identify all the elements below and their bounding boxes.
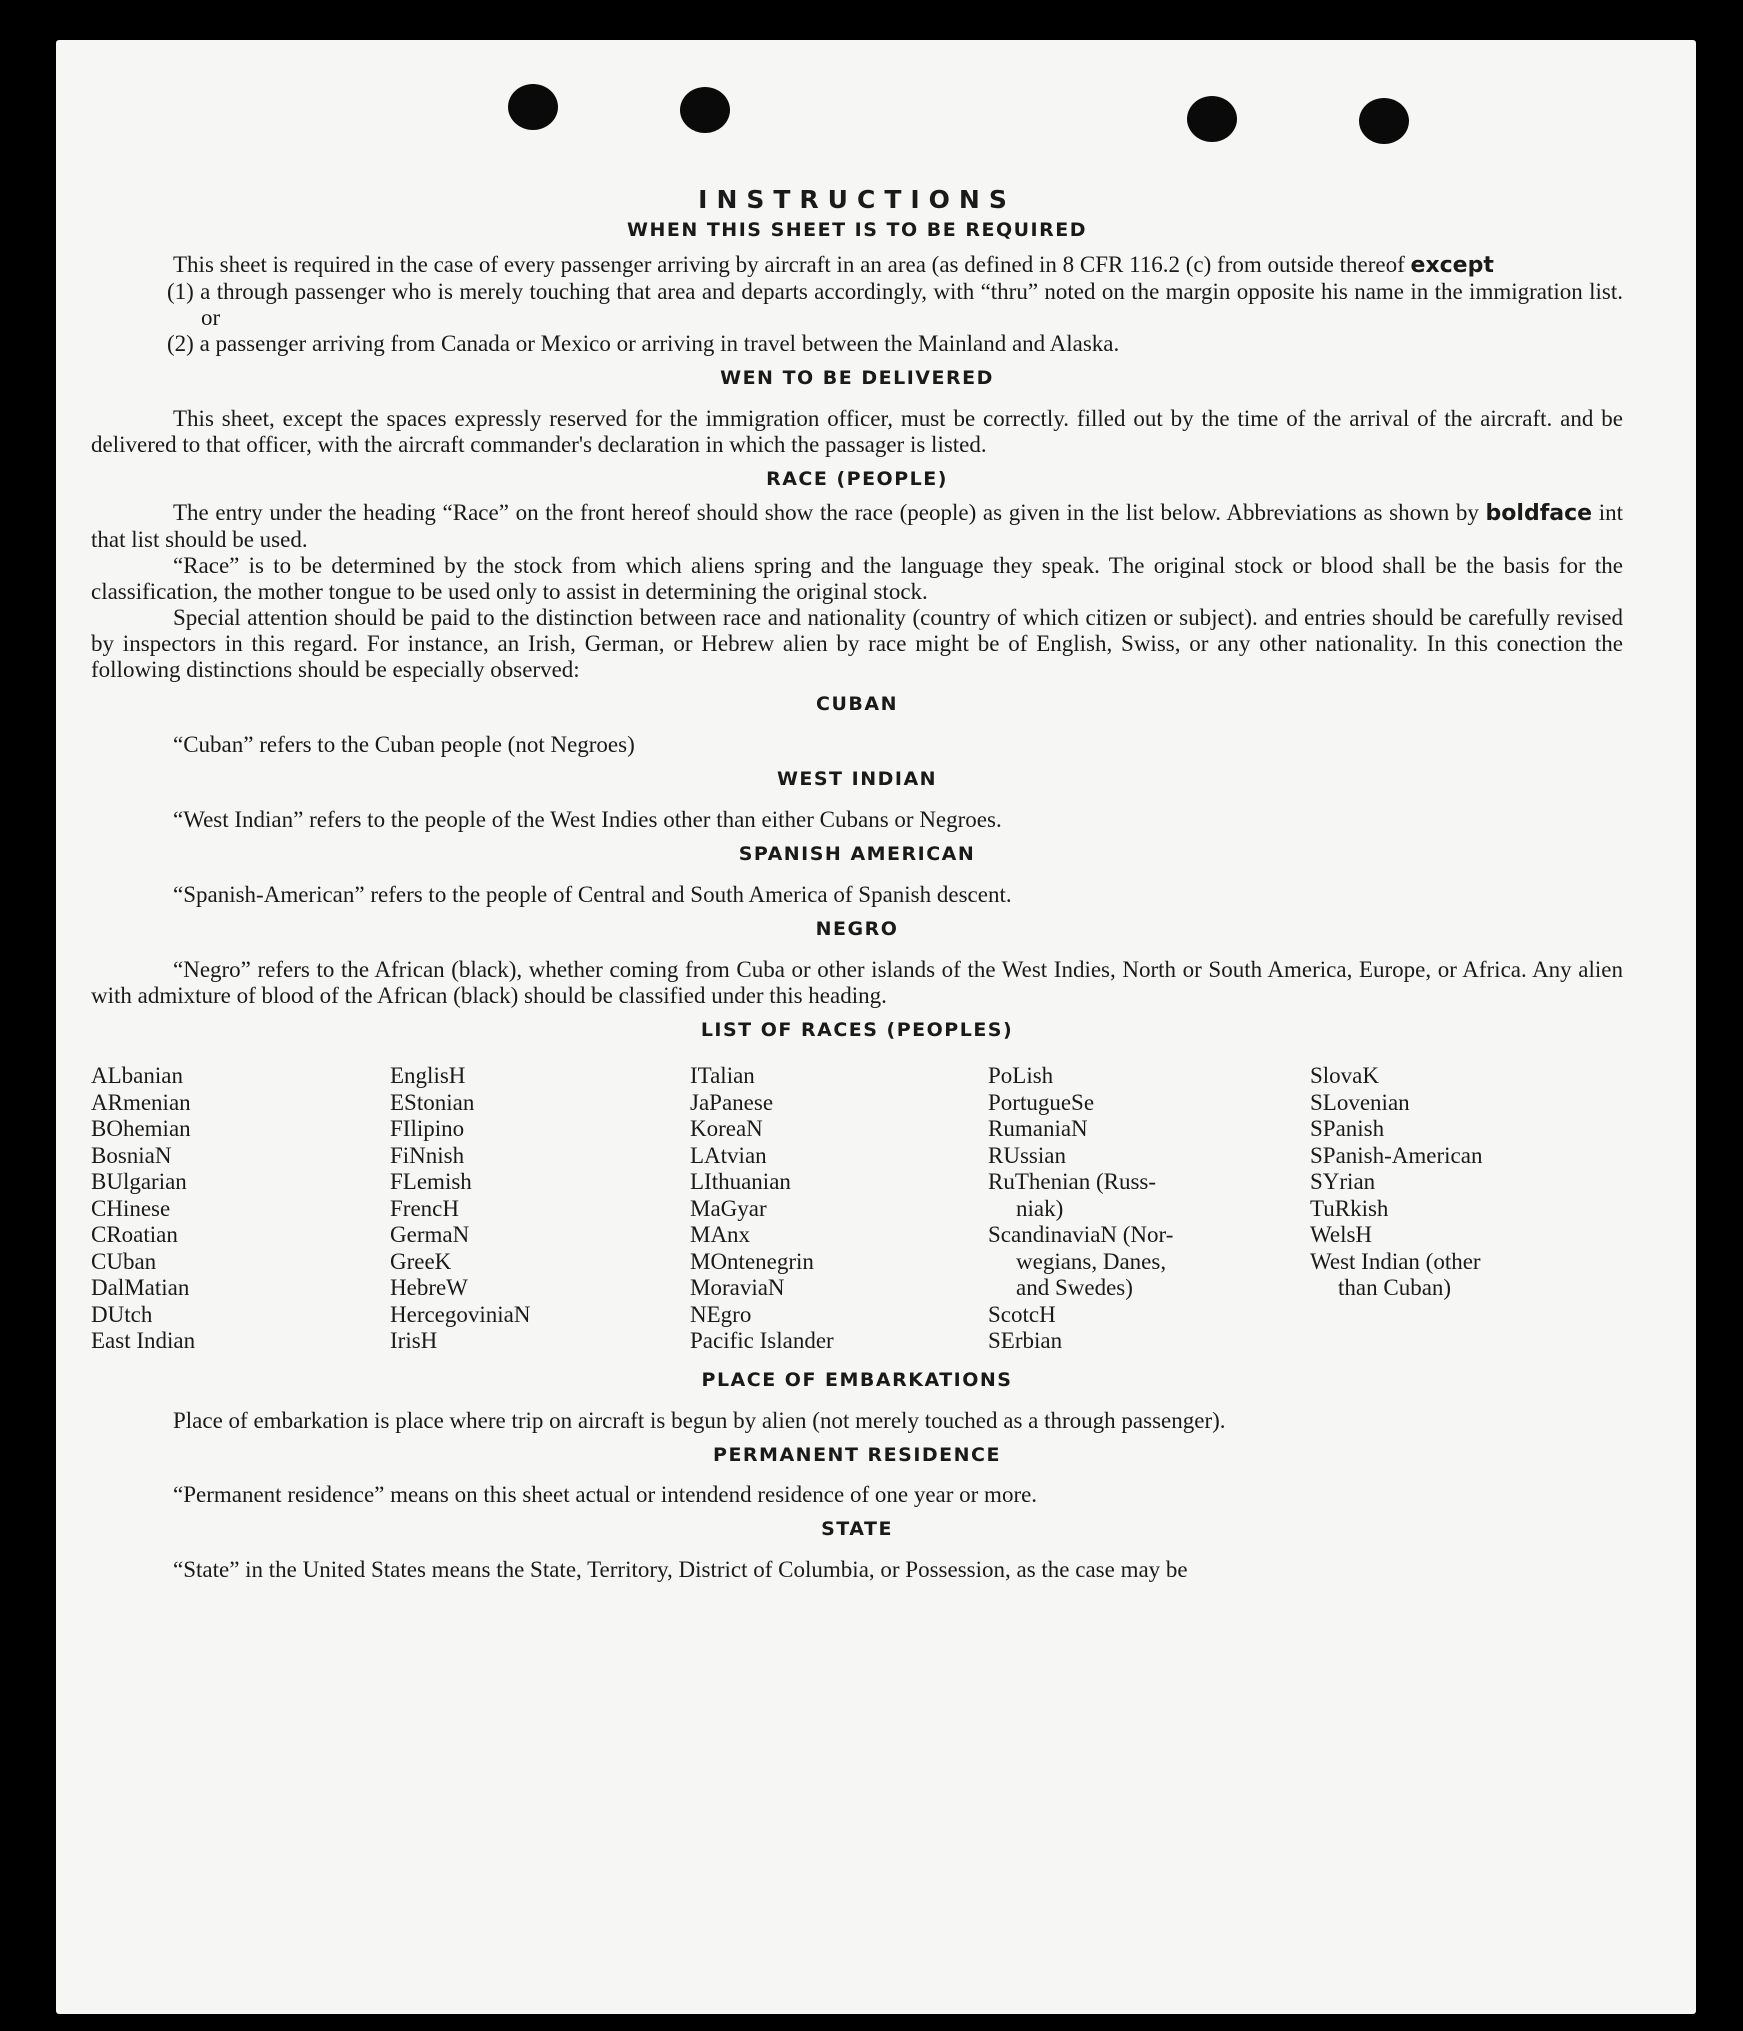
race-entry: MAnx [690, 1222, 751, 1248]
race-entry: CRoatian [91, 1222, 178, 1248]
race-entry: KoreaN [690, 1116, 763, 1142]
race-entry: FIlipino [390, 1116, 465, 1142]
section-heading-embarkation: PLACE OF EMBARKATIONS [701, 1368, 1013, 1391]
section-heading-spanish-american: SPANISH AMERICAN [738, 842, 976, 865]
paragraph-embarkation: Place of embarkation is place where trip on aircraft is begun by alien (not merely touched as a through passenger). [173, 1407, 1226, 1433]
race-entry: MoraviaN [690, 1275, 785, 1301]
race-entry: CUban [91, 1248, 157, 1274]
race-entry-continued: than Cuban) [1338, 1275, 1452, 1301]
race-entry-continued: niak) [1016, 1195, 1064, 1221]
punch-hole [1359, 98, 1409, 144]
section-heading-list-of-races: LIST OF RACES (PEOPLES) [700, 1018, 1014, 1041]
race-entry: BUlgarian [91, 1169, 187, 1195]
except-word: except [1410, 252, 1494, 278]
race-entry-continued: wegians, Danes, [1016, 1248, 1167, 1274]
race-entry: EStonian [390, 1089, 475, 1115]
race-entry: ALbanian [91, 1063, 183, 1089]
when-required-intro: This sheet is required in the case of every passenger arriving by aircraft in an area (as defined in 8 CFR 116.2 (c) from outside thereof [173, 251, 1405, 277]
race-entry: PoLish [988, 1063, 1054, 1089]
document-sheet [56, 40, 1696, 2014]
section-heading-when-required: WHEN THIS SHEET IS TO BE REQUIRED [626, 219, 1087, 241]
section-heading-negro: NEGRO [815, 917, 899, 940]
punch-hole [508, 84, 558, 130]
race-entry: MOntenegrin [690, 1248, 814, 1274]
punch-hole [1187, 96, 1237, 142]
races-column [988, 1063, 1310, 1355]
race-entry: DalMatian [91, 1275, 190, 1301]
race-entry: LAtvian [690, 1142, 767, 1168]
race-entry: SPanish-American [1310, 1142, 1483, 1168]
section-heading-state: STATE [821, 1518, 893, 1541]
races-column [91, 1063, 390, 1355]
paragraph-spanish-american: “Spanish-American” refers to the people of Central and South America of Spanish descent. [173, 881, 1012, 907]
section-heading-cuban: CUBAN [816, 693, 898, 716]
race-entry: RuThenian (Russ- [988, 1169, 1157, 1195]
paragraph-negro: “Negro” refers to the African (black), whether coming from Cuba or other islands of the West Indies, North or South America, Europe, or Africa. Any alien with admixture of blood of the African (black) should be classified under this heading. [91, 956, 1623, 1008]
race-entry: BosniaN [91, 1142, 172, 1168]
section-heading-when-delivered: WEN TO BE DELIVERED [720, 366, 994, 389]
list-item: (2) a passenger arriving from Canada or Mexico or arriving in travel between the Mainland and Alaska. [167, 330, 1120, 356]
paragraph-race-1 [91, 500, 1623, 553]
paragraph-race-2: “Race” is to be determined by the stock from which aliens spring and the language they speak. The original stock or blood shall be the basis for the classification, the mother tongue to be used only to assist in determining the original stock. [91, 553, 1623, 605]
race-entry: FrencH [390, 1195, 459, 1221]
race-entry: BOhemian [91, 1116, 191, 1142]
punch-hole [680, 87, 730, 133]
paragraph-when-required [91, 252, 1623, 279]
paragraph-when-delivered: This sheet, except the spaces expressly reserved for the immigration officer, must be correctly. filled out by the time of the arrival of the aircraft. and be delivered to that officer, with the aircraft commander's declaration in which the passager is listed. [91, 405, 1623, 457]
race-entry: MaGyar [690, 1195, 767, 1221]
race-entry: NEgro [690, 1301, 752, 1327]
race-entry: JaPanese [690, 1089, 774, 1115]
section-heading-race: RACE (PEOPLE) [766, 467, 948, 490]
race-entry: SErbian [988, 1328, 1063, 1354]
race-entry: RUssian [988, 1142, 1066, 1168]
race-entry: LIthuanian [690, 1169, 791, 1195]
races-column [390, 1063, 690, 1355]
races-column [1310, 1063, 1590, 1355]
paragraph-cuban: “Cuban” refers to the Cuban people (not Negroes) [173, 732, 635, 758]
race-entry: ITalian [690, 1063, 755, 1089]
race-entry: ScotcH [988, 1301, 1056, 1327]
paragraph-state: “State” in the United States means the State, Territory, District of Columbia, or Possession, as the case may be [173, 1557, 1188, 1583]
race-entry: SLovenian [1310, 1089, 1410, 1115]
race-entry: West Indian (other [1310, 1248, 1481, 1274]
race-entry: RumaniaN [988, 1116, 1088, 1142]
race-entry: SYrian [1310, 1169, 1376, 1195]
race-entry: FLemish [390, 1169, 472, 1195]
race-entry-continued: and Swedes) [1016, 1275, 1133, 1301]
race-entry: EnglisH [390, 1063, 466, 1089]
race-entry: East Indian [91, 1328, 196, 1354]
page-title: INSTRUCTIONS [698, 185, 1016, 214]
race-entry: HebreW [390, 1275, 468, 1301]
document-body [91, 185, 1623, 1583]
section-heading-permanent-residence: PERMANENT RESIDENCE [713, 1443, 1001, 1466]
race-entry: HercegoviniaN [390, 1301, 531, 1327]
race-entry: CHinese [91, 1195, 171, 1221]
race-p1-b: int that list should be used. [91, 500, 1624, 553]
race-entry: GreeK [390, 1248, 452, 1274]
race-entry: SlovaK [1310, 1063, 1379, 1089]
race-entry: SPanish [1310, 1116, 1385, 1142]
race-entry: ScandinaviaN (Nor- [988, 1222, 1174, 1248]
paragraph-west-indian: “West Indian” refers to the people of the West Indies other than either Cubans or Negroes. [173, 806, 1002, 832]
race-entry: ARmenian [91, 1089, 191, 1115]
race-entry: WelsH [1310, 1222, 1373, 1248]
race-entry: Pacific Islander [690, 1328, 834, 1354]
race-entry: GermaN [390, 1222, 470, 1248]
race-entry: PortugueSe [988, 1089, 1095, 1115]
races-column [690, 1063, 988, 1355]
section-heading-west-indian: WEST INDIAN [776, 768, 938, 791]
list-item: (1) a through passenger who is merely touching that area and departs accordingly, with “thru” noted on the margin opposite his name in the immigration list. or [167, 278, 1623, 330]
paragraph-race-3: Special attention should be paid to the distinction between race and nationality (country of which citizen or subject). and entries should be carefully revised by inspectors in this regard. For instance, an Irish, German, or Hebrew alien by race might be of English, Swiss, or any other nationality. In this conection the following distinctions should be especially observed: [91, 605, 1623, 683]
boldface-word: boldface [1485, 501, 1593, 527]
paragraph-permanent-residence: “Permanent residence” means on this sheet actual or intendend residence of one year or more. [173, 1482, 1038, 1508]
race-entry: IrisH [390, 1328, 438, 1354]
race-p1-a: The entry under the heading “Race” on the front hereof should show the race (people) as given in the list below. Abbreviations as shown by [173, 500, 1479, 526]
race-entry: TuRkish [1310, 1195, 1389, 1221]
races-list [91, 1063, 1623, 1355]
race-entry: FiNnish [390, 1142, 465, 1168]
race-entry: DUtch [91, 1301, 153, 1327]
